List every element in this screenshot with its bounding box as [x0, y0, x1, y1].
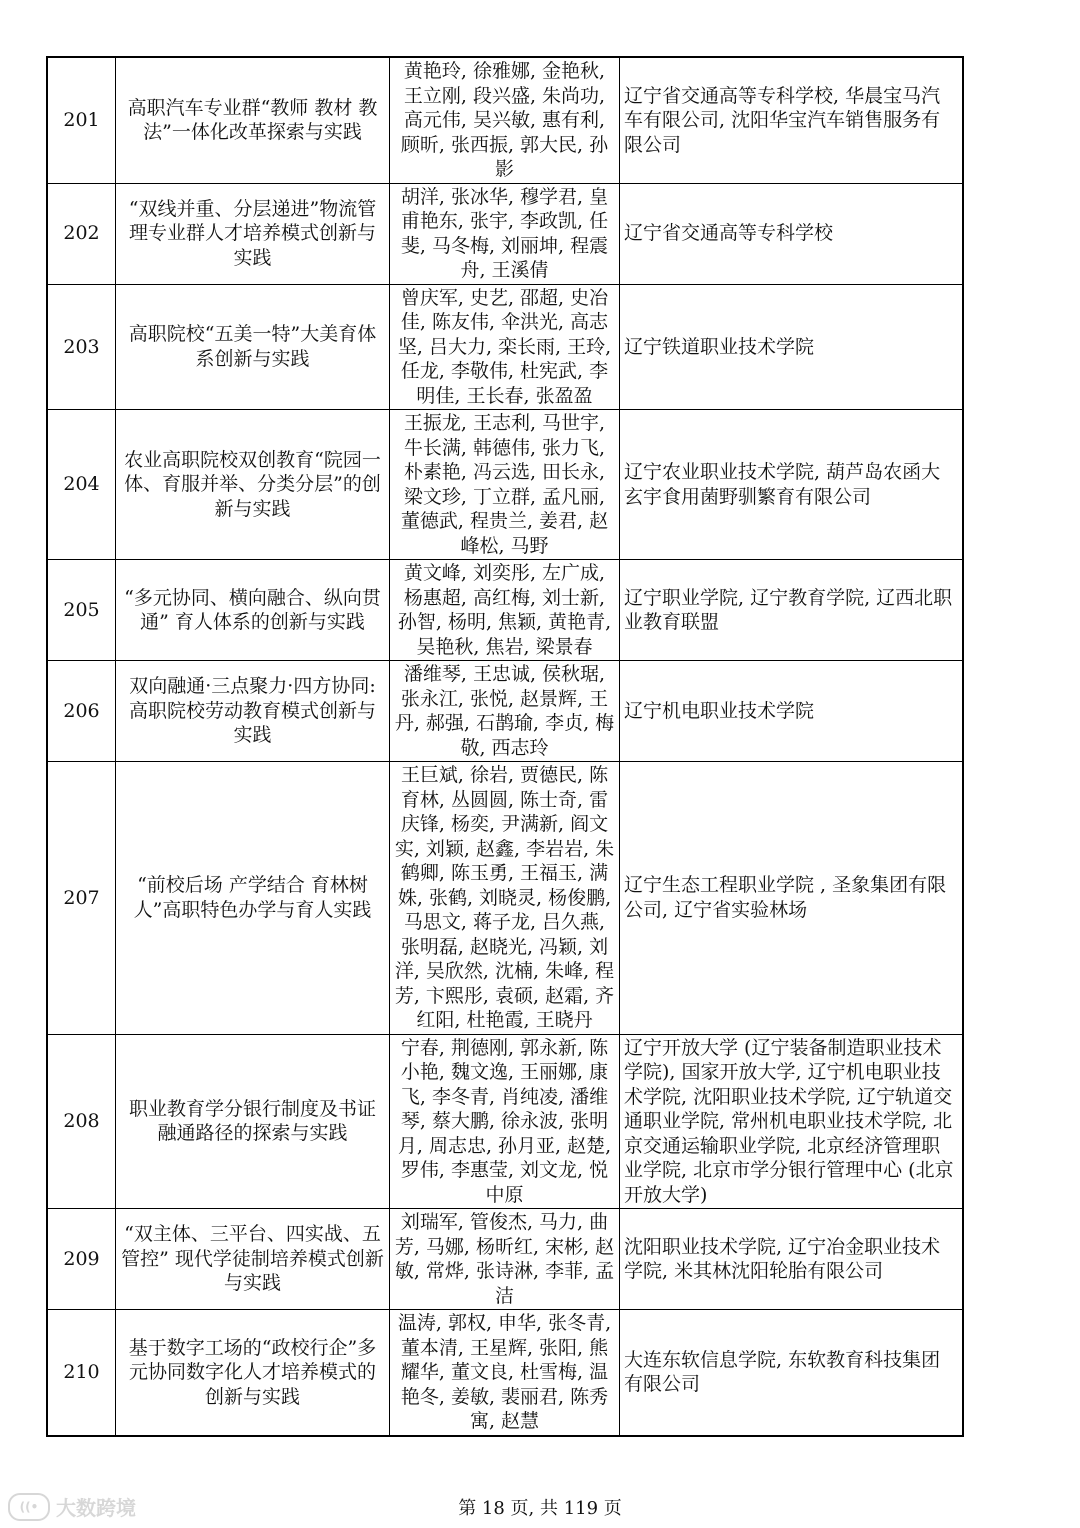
table-row	[47, 560, 963, 661]
row-number: 210	[47, 1310, 116, 1436]
project-title: 农业高职院校双创教育“院园一体、育服并举、分类分层”的创新与实践	[116, 410, 390, 560]
row-number: 202	[47, 183, 116, 284]
institutions: 辽宁省交通高等专科学校, 华晨宝马汽车有限公司, 沈阳华宝汽车销售服务有限公司	[620, 57, 964, 183]
row-number: 201	[47, 57, 116, 183]
project-title: 高职院校“五美一特”大美育体系创新与实践	[116, 284, 390, 410]
institutions: 辽宁生态工程职业学院 , 圣象集团有限公司, 辽宁省实验林场	[620, 762, 964, 1035]
institutions: 大连东软信息学院, 东软教育科技集团有限公司	[620, 1310, 964, 1436]
institutions: 辽宁职业学院, 辽宁教育学院, 辽西北职业教育联盟	[620, 560, 964, 661]
team-members: 黄艳玲, 徐雅娜, 金艳秋, 王立刚, 段兴盛, 朱尚功, 高元伟, 吴兴敏, 惠有利, 顾昕, 张西振, 郭大民, 孙影	[390, 57, 620, 183]
row-number: 209	[47, 1209, 116, 1310]
team-members: 胡洋, 张冰华, 穆学君, 皇甫艳东, 张宇, 李政凯, 任斐, 马冬梅, 刘丽坤, 程震舟, 王溪倩	[390, 183, 620, 284]
project-title: 高职汽车专业群“教师 教材 教法”一体化改革探索与实践	[116, 57, 390, 183]
institutions: 辽宁铁道职业技术学院	[620, 284, 964, 410]
table-row	[47, 183, 963, 284]
team-members: 黄文峰, 刘奕彤, 左广成, 杨惠超, 高红梅, 刘士新, 孙智, 杨明, 焦颖, 黄艳青, 吴艳秋, 焦岩, 梁景春	[390, 560, 620, 661]
watermark-logo-icon: ((•	[8, 1493, 50, 1521]
project-title: “多元协同、横向融合、纵向贯通” 育人体系的创新与实践	[116, 560, 390, 661]
project-title: 双向融通·三点聚力·四方协同: 高职院校劳动教育模式创新与实践	[116, 661, 390, 762]
row-number: 206	[47, 661, 116, 762]
team-members: 曾庆军, 史艺, 邵超, 史冶佳, 陈友伟, 伞洪光, 高志坚, 吕大力, 栾长雨, 王玲, 任龙, 李敬伟, 杜宪武, 李明佳, 王长春, 张盈盈	[390, 284, 620, 410]
institutions: 辽宁机电职业技术学院	[620, 661, 964, 762]
table-row	[47, 1310, 963, 1436]
institutions: 沈阳职业技术学院, 辽宁冶金职业技术学院, 米其林沈阳轮胎有限公司	[620, 1209, 964, 1310]
team-members: 潘维琴, 王忠诚, 侯秋琚, 张永江, 张悦, 赵景辉, 王丹, 郝强, 石鹊瑜, 李贞, 梅敬, 西志玲	[390, 661, 620, 762]
table-row	[47, 284, 963, 410]
project-title: 职业教育学分银行制度及书证融通路径的探索与实践	[116, 1034, 390, 1209]
row-number: 207	[47, 762, 116, 1035]
table-row	[47, 1034, 963, 1209]
table-row	[47, 410, 963, 560]
institutions: 辽宁开放大学 (辽宁装备制造职业技术学院), 国家开放大学, 辽宁机电职业技术学院, 沈阳职业技术学院, 辽宁轨道交通职业学院, 常州机电职业技术学院, 北京交通运输职业学院, 北京经济管理职业学院, 北京市学分银行管理中心 (北京开放大学)	[620, 1034, 964, 1209]
table-row	[47, 661, 963, 762]
award-table	[46, 56, 964, 1437]
row-number: 205	[47, 560, 116, 661]
table-row	[47, 1209, 963, 1310]
team-members: 王振龙, 王志利, 马世宇, 牛长满, 韩德伟, 张力飞, 朴素艳, 冯云选, 田长永, 梁文珍, 丁立群, 孟凡丽, 董德武, 程贵兰, 姜君, 赵峰松, 马野	[390, 410, 620, 560]
table-row	[47, 762, 963, 1035]
institutions: 辽宁农业职业技术学院, 葫芦岛农函大玄宇食用菌野驯繁育有限公司	[620, 410, 964, 560]
page-footer: 第 18 页, 共 119 页	[458, 1498, 622, 1519]
institutions: 辽宁省交通高等专科学校	[620, 183, 964, 284]
team-members: 刘瑞军, 管俊杰, 马力, 曲芳, 马娜, 杨昕红, 宋彬, 赵敏, 常烨, 张诗淋, 李菲, 孟洁	[390, 1209, 620, 1310]
row-number: 208	[47, 1034, 116, 1209]
row-number: 204	[47, 410, 116, 560]
project-title: “双线并重、分层递进”物流管理专业群人才培养模式创新与实践	[116, 183, 390, 284]
project-title: “双主体、三平台、四实战、五管控” 现代学徒制培养模式创新与实践	[116, 1209, 390, 1310]
project-title: “前校后场 产学结合 育林树人”高职特色办学与育人实践	[116, 762, 390, 1035]
watermark-text: 大数跨境	[56, 1496, 136, 1520]
project-title: 基于数字工场的“政校行企”多元协同数字化人才培养模式的创新与实践	[116, 1310, 390, 1436]
team-members: 王巨斌, 徐岩, 贾德民, 陈育林, 丛圆圆, 陈士奇, 雷庆锋, 杨奕, 尹满新, 阎文实, 刘颖, 赵鑫, 李岩岩, 朱鹤卿, 陈玉勇, 王福玉, 满姝, 张鹤, 刘晓灵, 杨俊鹏, 马思文, 蒋子龙, 吕久燕, 张明磊, 赵晓光, 冯颖, 刘洋, 吴欣然, 沈楠, 朱峰, 程芳, 卞熙彤, 袁硕, 赵霜, 齐红阳, 杜艳霞, 王晓丹	[390, 762, 620, 1035]
table-row	[47, 57, 963, 183]
row-number: 203	[47, 284, 116, 410]
team-members: 温涛, 郭权, 申华, 张冬青, 董本清, 王星辉, 张阳, 熊耀华, 董文良, 杜雪梅, 温艳冬, 姜敏, 裴丽君, 陈秀寓, 赵慧	[390, 1310, 620, 1436]
team-members: 宁春, 荆德刚, 郭永新, 陈小艳, 魏文逸, 王丽娜, 康飞, 李冬青, 肖纯凌, 潘维琴, 蔡大鹏, 徐永波, 张明月, 周志忠, 孙月亚, 赵楚, 罗伟, 李惠莹, 刘文龙, 悦中原	[390, 1034, 620, 1209]
